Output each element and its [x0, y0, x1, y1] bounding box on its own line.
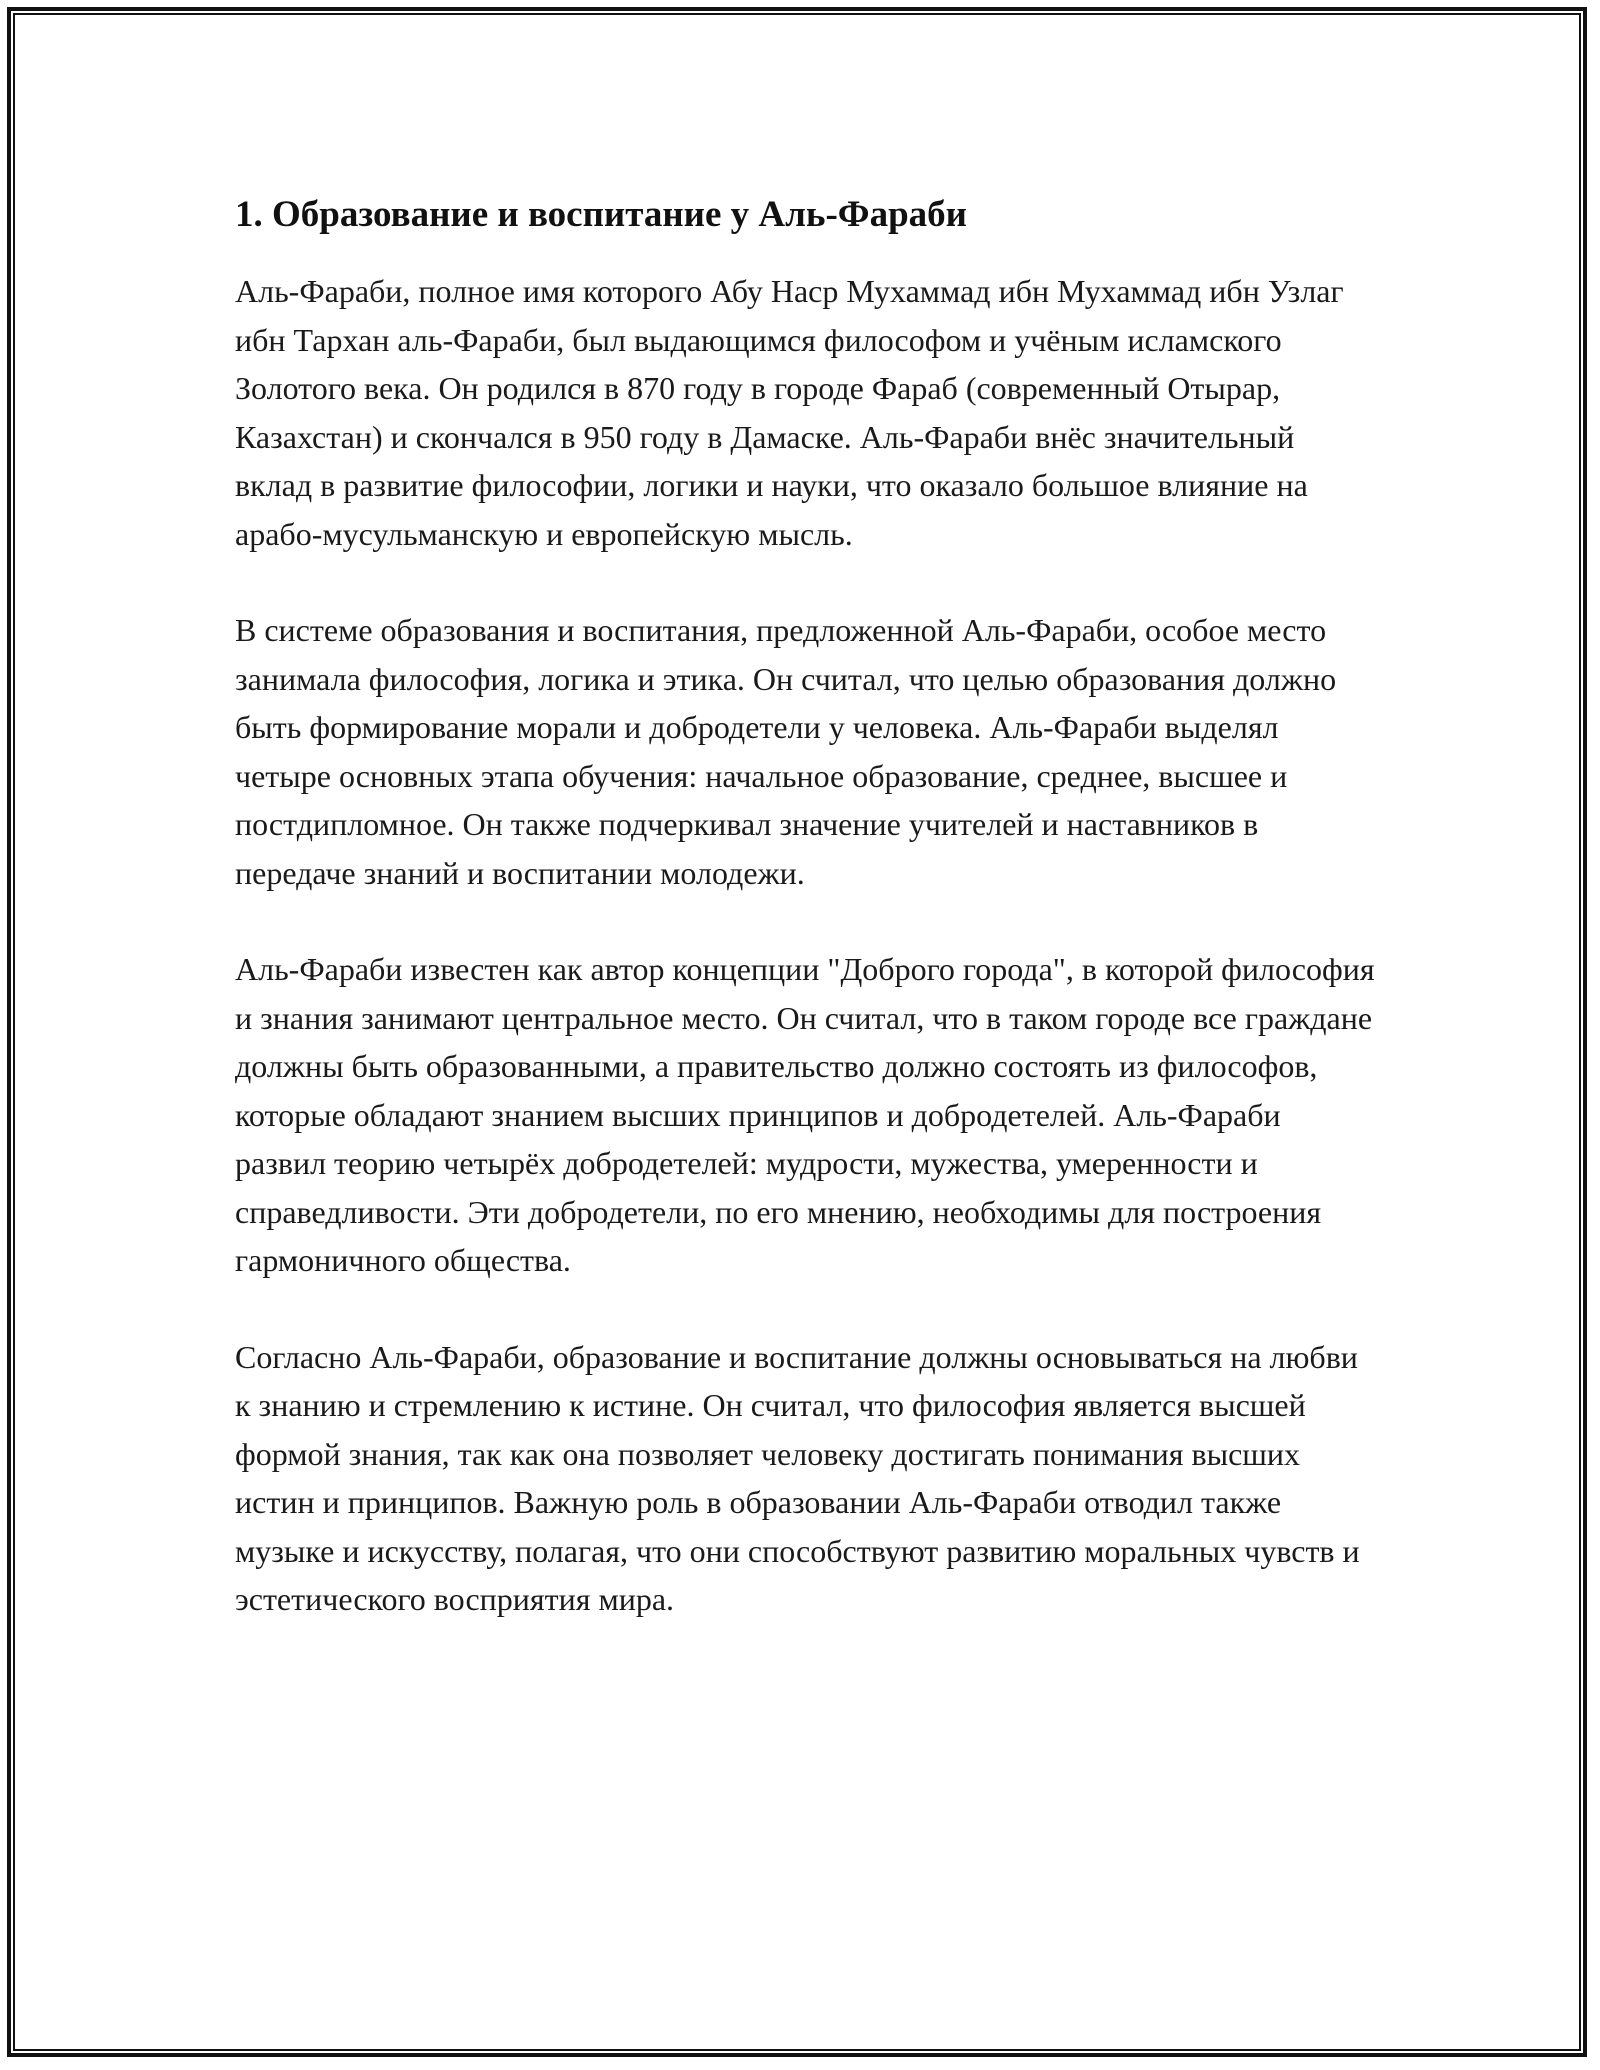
paragraph-virtuous-city: Аль-Фараби известен как автор концепции "Доброго города", в которой философия и знания занимают центральное место. Он считал, что в таком городе все граждане должны быть образованными, а правительство должно состоять из философов, которые обладают знанием высших принципов и добродетелей. Аль-Фараби развил теорию четырёх добродетелей: мудрости, мужества, умеренности и справедливости. Эти добродетели, по его мнению, необходимы для построения гармоничного общества. [235, 951, 1375, 1278]
paragraph-love-of-knowledge: Согласно Аль-Фараби, образование и воспитание должны основываться на любви к знанию и стремлению к истине. Он считал, что философия является высшей формой знания, так как она позволяет человеку достигать понимания высших истин и принципов. Важную роль в образовании Аль-Фараби отводил также музыке и искусству, полагая, что они способствуют развитию моральных чувств и эстетического восприятия мира. [235, 1338, 1360, 1617]
paragraph-biography: Аль-Фараби, полное имя которого Абу Наср Мухаммад ибн Мухаммад ибн Узлаг ибн Тархан аль-Фараби, был выдающимся философом и учёным исламского Золотого века. Он родился в 870 году в городе Фараб (современный Отырар, Казахстан) и скончался в 950 году в Дамаске. Аль-Фараби внёс значительный вклад в развитие философии, логики и науки, что оказало большое влияние на арабо-мусульманскую и европейскую мысль. [235, 273, 1344, 552]
paragraph-education-system: В системе образования и воспитания, предложенной Аль-Фараби, особое место занимала философия, логика и этика. Он считал, что целью образования должно быть формирование морали и добродетели у человека. Аль-Фараби выделял четыре основных этапа обучения: начальное образование, среднее, высшее и постдипломное. Он также подчеркивал значение учителей и наставников в передаче знаний и воспитании молодежи. [235, 612, 1337, 891]
document-body [235, 185, 1375, 1672]
section-heading: 1. Образование и воспитание у Аль-Фараби [235, 194, 967, 235]
